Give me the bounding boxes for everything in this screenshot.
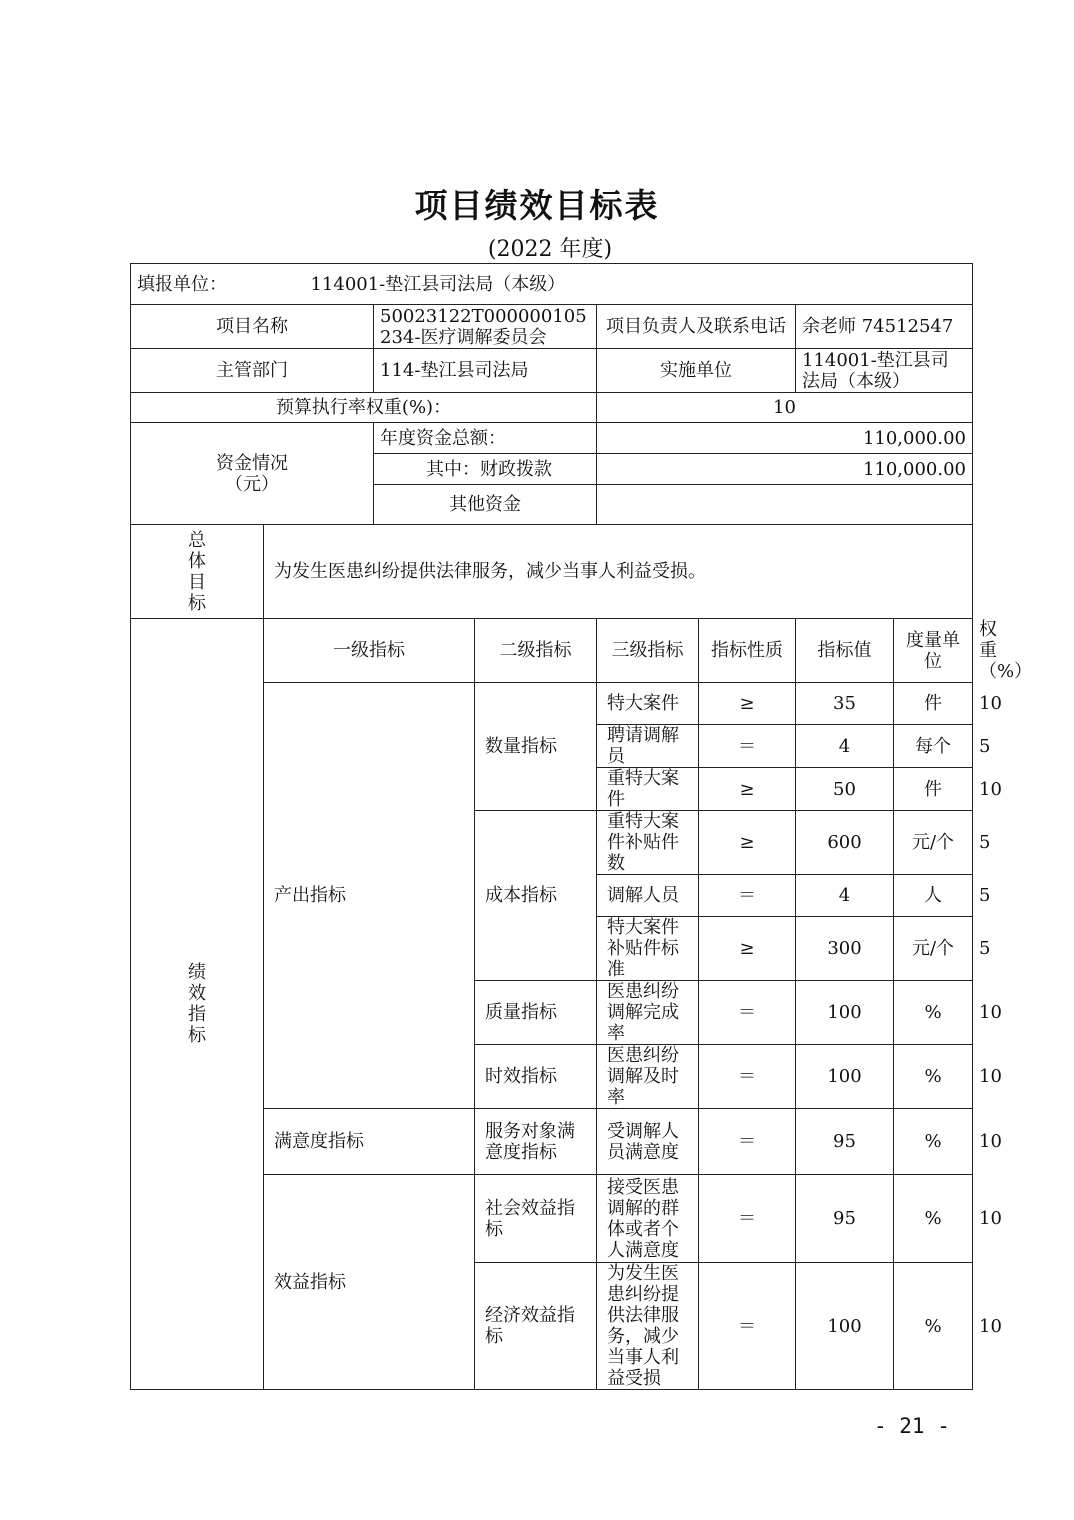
indicator-row: 质量指标 医患纠纷调解完成率 ＝ 100 % 10 (131, 981, 973, 1045)
funds-fiscal-value: 110,000.00 (597, 454, 973, 485)
funds-total-value: 110,000.00 (597, 423, 973, 454)
indicator-value: 300 (796, 917, 894, 981)
level2-cost: 成本指标 (475, 811, 597, 981)
indicator-row: 调解人员 ＝ 4 人 5 (131, 875, 973, 917)
funds-fiscal-label: 其中：财政拨款 (374, 454, 597, 485)
performance-table (130, 263, 1033, 1390)
department-row (131, 349, 973, 393)
indicator-value: 35 (796, 683, 894, 725)
indicators-label-char: 指 (188, 1004, 206, 1025)
indicator-row: 产出指标 数量指标 特大案件 ≥ 35 件 10 (131, 683, 973, 725)
indicator-name: 重特大案件 (597, 768, 699, 811)
header-nature: 指标性质 (699, 619, 796, 683)
funds-other-label: 其他资金 (374, 485, 597, 525)
indicator-row: 经济效益指标 为发生医患纠纷提供法律服务，减少当事人利益受损 ＝ 100 % 10 (131, 1263, 973, 1390)
reporting-unit-value: 114001-垫江县司法局（本级） (310, 273, 566, 295)
indicator-value: 4 (796, 875, 894, 917)
header-level3: 三级指标 (597, 619, 699, 683)
indicator-value: 95 (796, 1175, 894, 1263)
indicator-name: 调解人员 (597, 875, 699, 917)
implementing-unit-label: 实施单位 (597, 349, 796, 393)
indicator-name: 医患纠纷调解及时率 (597, 1045, 699, 1109)
project-name-row (131, 305, 973, 349)
indicator-nature: ＝ (699, 1109, 796, 1175)
indicator-name: 聘请调解员 (597, 725, 699, 768)
department-label: 主管部门 (131, 349, 374, 393)
indicator-name: 特大案件补贴件标准 (597, 917, 699, 981)
funds-label-line2: （元） (225, 473, 279, 495)
level2-economic-benefit: 经济效益指标 (475, 1263, 597, 1390)
indicator-row: 聘请调解员 ＝ 4 每个 5 (131, 725, 973, 768)
level1-benefit: 效益指标 (264, 1175, 475, 1390)
level1-output: 产出指标 (264, 683, 475, 1109)
indicator-nature: ≥ (699, 768, 796, 811)
page-number: - 21 - (874, 1414, 950, 1438)
indicator-unit: 人 (894, 875, 973, 917)
funds-label-line1: 资金情况 (216, 452, 288, 474)
reporting-unit-row (131, 264, 973, 305)
indicator-value: 100 (796, 1263, 894, 1390)
overall-goal-label-char: 体 (188, 550, 206, 572)
budget-weight-row (131, 393, 973, 423)
overall-goal-label (131, 525, 264, 619)
indicator-name: 医患纠纷调解完成率 (597, 981, 699, 1045)
budget-weight-label: 预算执行率权重(%)： (131, 393, 597, 423)
indicator-nature: ＝ (699, 1175, 796, 1263)
header-value: 指标值 (796, 619, 894, 683)
indicator-value: 95 (796, 1109, 894, 1175)
reporting-unit-cell (131, 264, 973, 305)
indicator-nature: ≥ (699, 811, 796, 875)
level2-service-satisfaction: 服务对象满意度指标 (475, 1109, 597, 1175)
project-leader-value: 余老师 74512547 (796, 305, 973, 349)
indicator-unit: 每个 (894, 725, 973, 768)
funds-total-label: 年度资金总额： (374, 423, 597, 454)
reporting-unit-label: 填报单位： (137, 273, 227, 295)
indicators-label-char: 效 (188, 983, 206, 1004)
indicator-row: 重特大案件 ≥ 50 件 10 (131, 768, 973, 811)
overall-goal-text: 为发生医患纠纷提供法律服务，减少当事人利益受损。 (264, 525, 973, 619)
funds-label (131, 423, 374, 525)
indicator-nature: ＝ (699, 1263, 796, 1390)
page-subtitle: (2022 年度) (487, 237, 613, 262)
indicator-row: 特大案件补贴件标准 ≥ 300 元/个 5 (131, 917, 973, 981)
indicator-unit: 元/个 (894, 917, 973, 981)
indicator-row: 成本指标 重特大案件补贴件数 ≥ 600 元/个 5 (131, 811, 973, 875)
indicators-label-char: 绩 (188, 962, 206, 983)
indicator-name: 重特大案件补贴件数 (597, 811, 699, 875)
indicator-value: 600 (796, 811, 894, 875)
indicator-header-row: 绩 效 指 标 一级指标 二级指标 三级指标 指标性质 指标值 度量单位 权重（%） (131, 619, 973, 683)
indicator-unit: % (894, 981, 973, 1045)
indicator-nature: ＝ (699, 875, 796, 917)
indicator-unit: 件 (894, 768, 973, 811)
indicator-nature: ＝ (699, 1045, 796, 1109)
indicator-unit: % (894, 1263, 973, 1390)
indicator-nature: ≥ (699, 683, 796, 725)
indicator-unit: 件 (894, 683, 973, 725)
indicator-name: 为发生医患纠纷提供法律服务，减少当事人利益受损 (597, 1263, 699, 1390)
indicator-value: 50 (796, 768, 894, 811)
indicator-value: 4 (796, 725, 894, 768)
level2-timeliness: 时效指标 (475, 1045, 597, 1109)
indicator-unit: % (894, 1109, 973, 1175)
indicator-nature: ＝ (699, 725, 796, 768)
level2-social-benefit: 社会效益指标 (475, 1175, 597, 1263)
overall-goal-row (131, 525, 973, 619)
indicator-row: 时效指标 医患纠纷调解及时率 ＝ 100 % 10 (131, 1045, 973, 1109)
level1-satisfaction: 满意度指标 (264, 1109, 475, 1175)
indicator-name: 特大案件 (597, 683, 699, 725)
funds-other-value (597, 485, 973, 525)
header-level2: 二级指标 (475, 619, 597, 683)
indicator-nature: ＝ (699, 981, 796, 1045)
indicator-name: 接受医患调解的群体或者个人满意度 (597, 1175, 699, 1263)
budget-weight-value: 10 (597, 393, 973, 423)
indicator-nature: ≥ (699, 917, 796, 981)
implementing-unit-value: 114001-垫江县司法局（本级） (796, 349, 973, 393)
project-leader-label: 项目负责人及联系电话 (597, 305, 796, 349)
department-value: 114-垫江县司法局 (374, 349, 597, 393)
overall-goal-label-char: 标 (188, 592, 206, 614)
indicators-label-char: 标 (188, 1025, 206, 1046)
level2-quality: 质量指标 (475, 981, 597, 1045)
project-name-value: 50023122T000000105234-医疗调解委员会 (374, 305, 597, 349)
level2-quantity: 数量指标 (475, 683, 597, 811)
indicator-row: 效益指标 社会效益指标 接受医患调解的群体或者个人满意度 ＝ 95 % 10 (131, 1175, 973, 1263)
indicator-name: 受调解人员满意度 (597, 1109, 699, 1175)
overall-goal-label-char: 总 (188, 529, 206, 551)
indicator-row: 满意度指标 服务对象满意度指标 受调解人员满意度 ＝ 95 % 10 (131, 1109, 973, 1175)
indicator-value: 100 (796, 981, 894, 1045)
indicator-unit: % (894, 1175, 973, 1263)
header-level1: 一级指标 (264, 619, 475, 683)
project-name-label: 项目名称 (131, 305, 374, 349)
header-unit: 度量单位 (894, 619, 973, 683)
indicators-label (131, 619, 264, 1390)
indicator-value: 100 (796, 1045, 894, 1109)
indicator-unit: 元/个 (894, 811, 973, 875)
indicator-unit: % (894, 1045, 973, 1109)
page-title: 项目绩效目标表 (414, 186, 660, 225)
funds-total-row (131, 423, 973, 454)
overall-goal-label-char: 目 (188, 571, 206, 593)
